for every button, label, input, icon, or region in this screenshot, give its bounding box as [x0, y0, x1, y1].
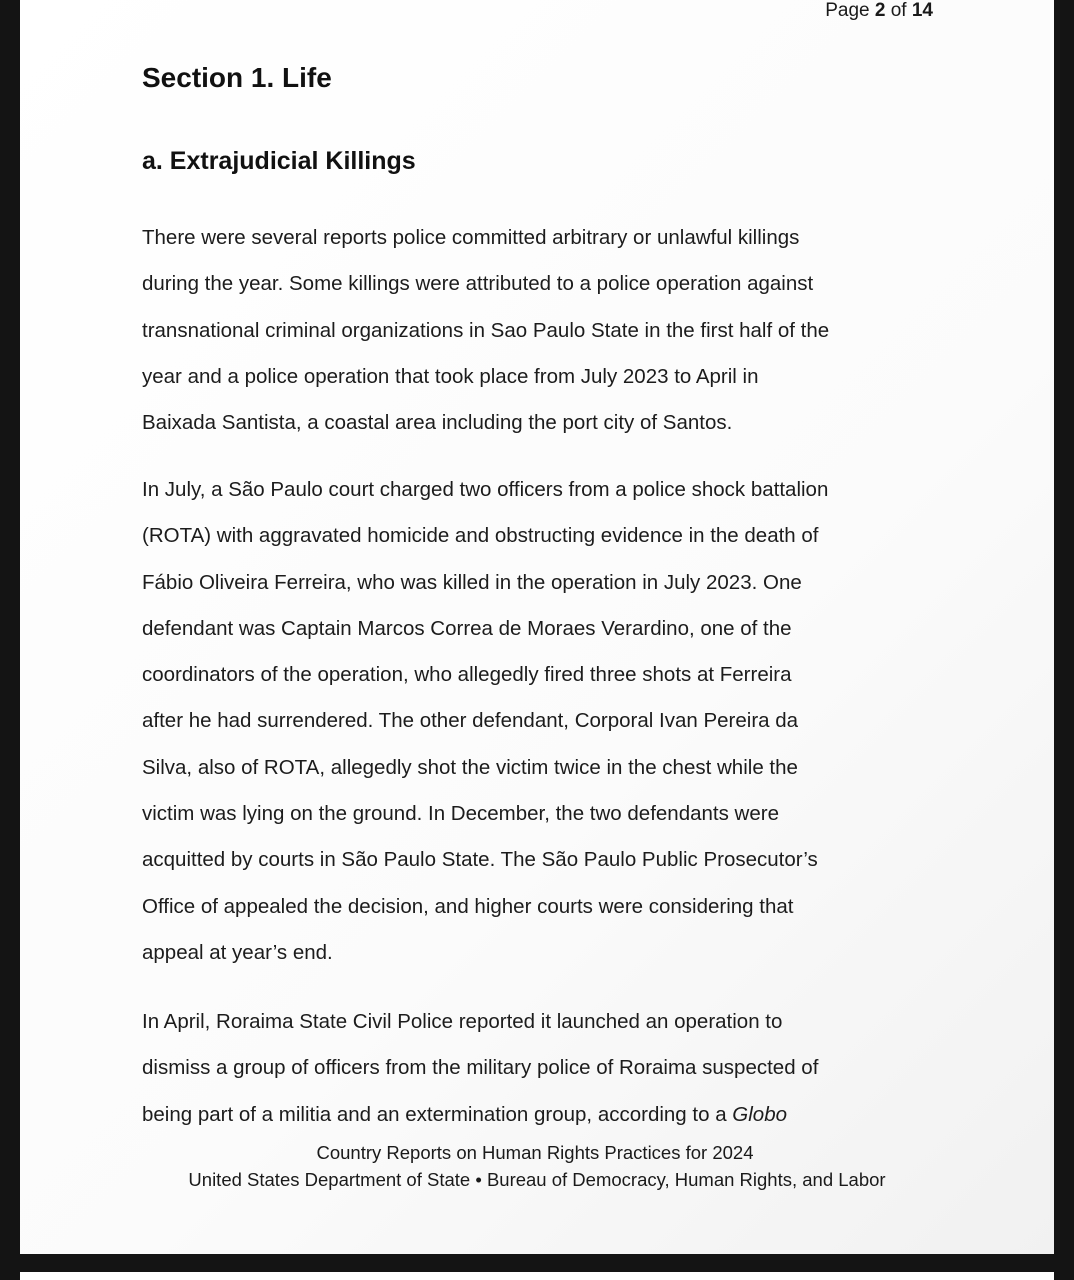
paragraph-1: [142, 215, 942, 446]
paragraph-line: coordinators of the operation, who allegedly fired three shots at Ferreira: [142, 663, 792, 687]
page-total: 14: [911, 0, 933, 21]
paragraph-2: [142, 467, 942, 976]
footer-report-title: Country Reports on Human Rights Practices for 2024: [316, 1142, 754, 1163]
page-of-label: of: [890, 0, 907, 21]
paragraph-line: year and a police operation that took place from July 2023 to April in: [142, 364, 759, 388]
page-current: 2: [874, 0, 886, 21]
paragraph-line: [142, 1092, 942, 1138]
page-number: [825, 0, 933, 22]
paragraph-line: during the year. Some killings were attributed to a police operation against: [142, 272, 814, 296]
document-page: [20, 0, 1054, 1254]
paragraph-line: appeal at year’s end.: [142, 940, 333, 964]
paragraph-line: Fábio Oliveira Ferreira, who was killed in the operation in July 2023. One: [142, 570, 802, 594]
footer-department: United States Department of State • Bureau of Democracy, Human Rights, and Labor: [188, 1169, 886, 1190]
paragraph-line: In July, a São Paulo court charged two officers from a police shock battalion: [142, 478, 829, 501]
paragraph-line: victim was lying on the ground. In December, the two defendants were: [142, 802, 779, 826]
source-name-italic: Globo: [732, 1102, 788, 1126]
paragraph-line: defendant was Captain Marcos Correa de Moraes Verardino, one of the: [142, 616, 792, 640]
paragraph-line: (ROTA) with aggravated homicide and obstructing evidence in the death of: [142, 524, 819, 548]
subsection-title: a. Extrajudicial Killings: [142, 147, 416, 175]
paragraph-line: There were several reports police committed arbitrary or unlawful killings: [142, 226, 800, 249]
paragraph-line: acquitted by courts in São Paulo State. The São Paulo Public Prosecutor’s: [142, 848, 818, 872]
paragraph-line: Silva, also of ROTA, allegedly shot the victim twice in the chest while the: [142, 755, 798, 779]
next-page-edge: [20, 1272, 1054, 1280]
paragraph-line: Office of appealed the decision, and higher courts were considering that: [142, 894, 794, 918]
paragraph-line: Baixada Santista, a coastal area including the port city of Santos.: [142, 411, 733, 435]
paragraph-3: [142, 999, 942, 1138]
paragraph-line: transnational criminal organizations in Sao Paulo State in the first half of the: [142, 318, 830, 342]
paragraph-line: dismiss a group of officers from the military police of Roraima suspected of: [142, 1056, 819, 1080]
paragraph-line-text: being part of a militia and an extermination group, according to a: [142, 1102, 733, 1126]
paragraph-line: In April, Roraima State Civil Police reported it launched an operation to: [142, 1010, 783, 1033]
paragraph-line: after he had surrendered. The other defendant, Corporal Ivan Pereira da: [142, 709, 799, 733]
section-title: Section 1. Life: [142, 62, 332, 93]
page-label: Page: [825, 0, 870, 21]
